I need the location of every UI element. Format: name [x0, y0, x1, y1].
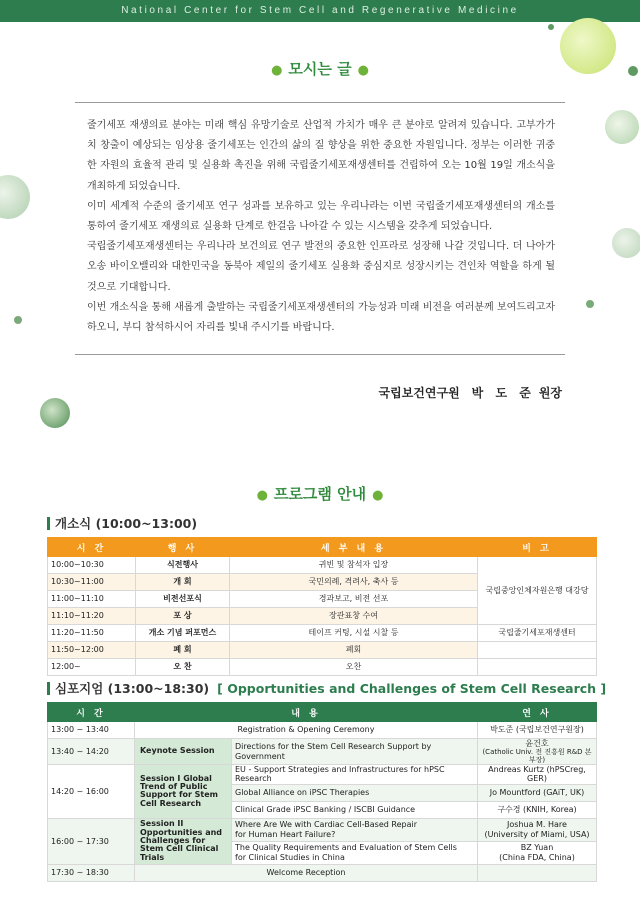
detail-cell: 경과보고, 비전 선포 — [230, 591, 478, 608]
speaker-cell — [478, 818, 597, 841]
symposium-subtitle: [ Opportunities and Challenges of Stem Cell Research ] — [217, 681, 607, 696]
session-cell: Session II Opportunities and Challenges for Stem Cell Clinical Trials — [135, 818, 232, 864]
talk-title-line: for Clinical Studies in China — [235, 852, 345, 862]
signature-position: 원장 — [538, 386, 562, 400]
invitation-title: ● 모시는 글 ● — [271, 60, 369, 78]
time-cell: 11:10~11:20 — [48, 608, 136, 625]
content-cell: Directions for the Stem Cell Research Support by Government — [232, 739, 478, 765]
paragraph: 국립줄기세포재생센터는 우리나라 보건의료 연구 발전의 중요한 인프라로 성장해 나갈 것입니다. 더 나아가 오송 바이오밸리와 대한민국을 동북아 제일의 줄기세포 실용화 중심지로 성장시키는 견인차 역할을 하게 될 것으로 기대합니다. — [87, 241, 555, 293]
opening-section-label: 개소식 (10:00~13:00) — [47, 517, 197, 530]
table-row — [48, 659, 597, 676]
speaker-cell: Jo Mountford (GAiT, UK) — [478, 784, 597, 801]
detail-cell: 테이프 커팅, 시설 시찰 등 — [230, 625, 478, 642]
table-row — [48, 765, 597, 784]
opening-table — [47, 537, 597, 676]
cell-decoration-icon — [586, 300, 594, 308]
speaker-cell — [478, 864, 597, 881]
session-cell: Session I Global Trend of Public Support for Stem Cell Research — [135, 765, 232, 818]
col-header: 비 고 — [478, 538, 597, 557]
event-cell: 개소 기념 퍼포먼스 — [136, 625, 230, 642]
time-cell: 10:30~11:00 — [48, 574, 136, 591]
event-cell: 폐 회 — [136, 642, 230, 659]
header-bar — [0, 0, 640, 22]
speaker-affiliation: (Catholic Univ. 전 진흥원 R&D 본부장) — [482, 748, 592, 765]
note-cell: 국립줄기세포재생센터 — [478, 625, 597, 642]
signature-org: 국립보건연구원 — [378, 386, 460, 400]
table-row — [48, 642, 597, 659]
paragraph: 이미 세계적 수준의 줄기세포 연구 성과를 보유하고 있는 우리나라는 이번 국립줄기세포재생센터의 개소를 통하여 줄기세포 재생의료 실용화 단계로 한걸음 나아갈 수 있는 시스템을 갖추게 되었습니다. — [87, 200, 555, 233]
event-cell: 식전행사 — [136, 557, 230, 574]
detail-cell: 폐회 — [230, 642, 478, 659]
content-cell: Registration & Opening Ceremony — [135, 722, 478, 739]
event-cell: 개 회 — [136, 574, 230, 591]
symposium-section-label: 심포지엄 (13:00~18:30) [ Opportunities and Challenges of Stem Cell Research ] — [47, 682, 606, 695]
time-cell: 17:30 ~ 18:30 — [48, 864, 135, 881]
col-header: 행 사 — [136, 538, 230, 557]
detail-cell: 장관표창 수여 — [230, 608, 478, 625]
speaker-cell — [478, 841, 597, 864]
speaker-name: 윤건호 — [525, 739, 549, 748]
col-header: 시 간 — [48, 538, 136, 557]
detail-cell: 국민의례, 격려사, 축사 등 — [230, 574, 478, 591]
divider — [75, 354, 565, 355]
col-header: 내 용 — [135, 703, 478, 722]
col-header: 연 사 — [478, 703, 597, 722]
cell-decoration-icon — [0, 175, 30, 219]
note-cell — [478, 642, 597, 659]
table-row — [48, 739, 597, 765]
content-cell: Global Alliance on iPSC Therapies — [232, 784, 478, 801]
table-row — [48, 625, 597, 642]
content-cell — [232, 818, 478, 841]
speaker-cell: 구수경 (KNIH, Korea) — [478, 801, 597, 818]
time-cell: 10:00~10:30 — [48, 557, 136, 574]
event-cell: 오 찬 — [136, 659, 230, 676]
symposium-table — [47, 702, 597, 882]
table-header-row — [48, 538, 597, 557]
cell-decoration-icon — [612, 228, 640, 258]
session-cell: Keynote Session — [135, 739, 232, 765]
event-cell: 비전선포식 — [136, 591, 230, 608]
time-cell: 11:20~11:50 — [48, 625, 136, 642]
talk-title-line: Where Are We with Cardiac Cell-Based Repair — [235, 820, 418, 830]
bullet-dot-icon: ● — [372, 488, 384, 503]
time-cell: 12:00~ — [48, 659, 136, 676]
talk-title-line: for Human Heart Failure? — [235, 829, 336, 839]
cell-decoration-icon — [548, 24, 554, 30]
content-cell: Clinical Grade iPSC Banking / ISCBI Guidance — [232, 801, 478, 818]
speaker-name: BZ Yuan — [520, 843, 554, 853]
table-row — [48, 722, 597, 739]
table-row — [48, 818, 597, 841]
time-cell: 11:00~11:10 — [48, 591, 136, 608]
cell-decoration-icon — [605, 110, 639, 144]
cell-decoration-icon — [14, 316, 22, 324]
talk-title-line: The Quality Requirements and Evaluation of Stem Cells — [235, 843, 457, 853]
invitation-body — [87, 116, 555, 338]
col-header: 시 간 — [48, 703, 135, 722]
bullet-dot-icon: ● — [256, 488, 268, 503]
time-cell: 16:00 ~ 17:30 — [48, 818, 135, 864]
content-cell: Welcome Reception — [135, 864, 478, 881]
detail-cell: 오찬 — [230, 659, 478, 676]
time-cell: 13:00 ~ 13:40 — [48, 722, 135, 739]
paragraph: 줄기세포 재생의료 분야는 미래 핵심 유망기술로 산업적 가치가 매우 큰 분야로 알려져 있습니다. 고부가가치 창출이 예상되는 임상용 줄기세포는 인간의 삶의 질 향상을 위한 중요한 자원입니다. 정부는 이러한 귀중한 자원의 효율적 관리 및 실용화 촉진을 위해 국립줄기세포재생센터를 건립하여 오는 10월 19일 개소식을 개최하게 되었습니다. — [87, 120, 555, 192]
col-header: 세 부 내 용 — [230, 538, 478, 557]
speaker-cell — [478, 739, 597, 765]
signature-name: 박 도 준 — [471, 386, 535, 400]
detail-cell: 귀빈 및 참석자 입장 — [230, 557, 478, 574]
table-row — [48, 864, 597, 881]
content-cell — [232, 841, 478, 864]
table-header-row — [48, 703, 597, 722]
divider — [75, 102, 565, 103]
paragraph: 이번 개소식을 통해 새롭게 출발하는 국립줄기세포재생센터의 가능성과 미래 비전을 여러분께 보여드리고자 하오니, 부디 참석하시어 자리를 빛내 주시기를 바랍니다. — [87, 301, 555, 334]
speaker-name: Joshua M. Hare — [507, 820, 567, 830]
bullet-dot-icon: ● — [271, 63, 283, 78]
speaker-affiliation: (University of Miami, USA) — [484, 829, 590, 839]
time-cell: 11:50~12:00 — [48, 642, 136, 659]
time-cell: 14:20 ~ 16:00 — [48, 765, 135, 818]
signature — [379, 384, 562, 401]
content-cell: EU - Support Strategies and Infrastructures for hPSC Research — [232, 765, 478, 784]
note-cell — [478, 659, 597, 676]
note-cell: 국립중앙인체자원은행 대강당 — [478, 557, 597, 625]
bullet-dot-icon: ● — [357, 63, 369, 78]
org-name: National Center for Stem Cell and Regenerative Medicine — [121, 5, 519, 16]
speaker-cell: 박도준 (국립보건연구원장) — [478, 722, 597, 739]
program-title: ● 프로그램 안내 ● — [256, 485, 384, 503]
table-row — [48, 557, 597, 574]
time-cell: 13:40 ~ 14:20 — [48, 739, 135, 765]
speaker-affiliation: (China FDA, China) — [499, 852, 575, 862]
speaker-cell: Andreas Kurtz (hPSCreg, GER) — [478, 765, 597, 784]
event-cell: 포 상 — [136, 608, 230, 625]
cell-decoration-icon — [40, 398, 70, 428]
